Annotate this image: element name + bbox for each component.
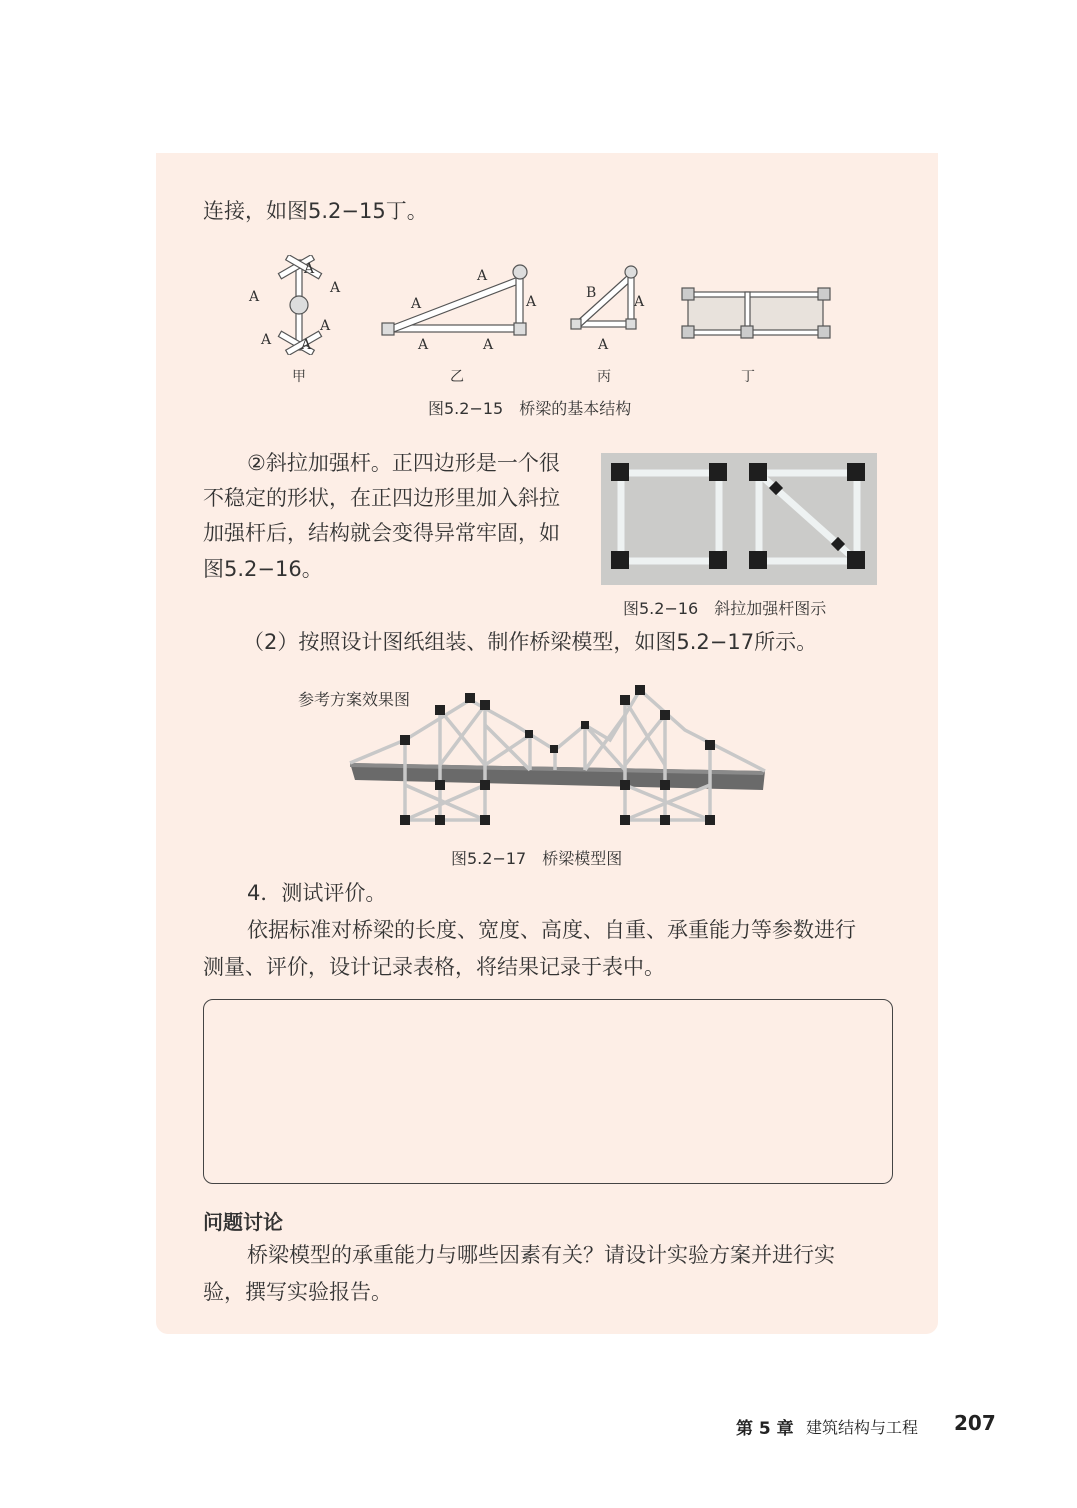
paragraph-line: （2）按照设计图纸组装、制作桥梁模型，如图5.2−17所示。 [243,630,818,654]
part-label-a: A [477,268,488,284]
small-triangle-drawing [571,266,637,329]
part-label-a: A [418,337,429,353]
part-label-a: A [330,280,341,296]
sub-figure-label-yi: 乙 [450,369,464,385]
discussion-heading: 问题讨论 [203,1210,283,1234]
triangle-beam-drawing [382,265,527,335]
figure-caption: 图5.2−17 桥梁模型图 [451,849,623,868]
paragraph-line: 依据标准对桥梁的长度、宽度、高度、自重、承重能力等参数进行 [247,918,856,942]
sub-figure-label-ding: 丁 [741,369,755,385]
figure-caption: 图5.2−15 桥梁的基本结构 [428,399,632,418]
record-table-box[interactable] [203,999,893,1184]
star-connector-drawing [278,255,321,355]
part-label-a: A [249,289,260,305]
paragraph-line: 连接，如图5.2−15丁。 [203,199,428,223]
paragraph-line: 图5.2−16。 [203,557,323,581]
part-label-a: A [301,337,312,353]
paragraph-line: 测量、评价，设计记录表格，将结果记录于表中。 [203,955,665,979]
square-panel-drawing [682,288,830,338]
part-label-b: B [586,285,597,301]
page-number: 207 [954,1411,996,1435]
figure-5-2-17-bridge [345,685,770,830]
sub-figure-label-bing: 丙 [597,369,611,385]
figure-caption: 图5.2−16 斜拉加强杆图示 [623,599,827,618]
part-label-a: A [320,318,331,334]
part-label-a: A [634,294,645,310]
figure-5-2-15 [240,255,840,355]
paragraph-line: 桥梁模型的承重能力与哪些因素有关？请设计实验方案并进行实 [247,1243,835,1267]
section-heading: 4．测试评价。 [247,881,387,905]
part-label-a: A [598,337,609,353]
paragraph-line: 不稳定的形状，在正四边形里加入斜拉 [203,486,560,510]
figure-5-2-16-photo [601,453,877,585]
part-label-a: A [304,261,315,277]
part-label-a: A [261,332,272,348]
part-label-a: A [483,337,494,353]
part-label-a: A [411,296,422,312]
part-label-a: A [526,294,537,310]
footer-chapter-title: 建筑结构与工程 [806,1418,919,1437]
paragraph-line: 验，撰写实验报告。 [203,1280,392,1304]
sub-figure-label-jia: 甲 [292,369,306,385]
paragraph-line: 加强杆后，结构就会变得异常牢固，如 [203,521,560,545]
figure-inset-title: 参考方案效果图 [298,690,411,709]
footer-chapter: 第 5 章 [736,1419,794,1439]
paragraph-line: ②斜拉加强杆。正四边形是一个很 [247,451,560,475]
